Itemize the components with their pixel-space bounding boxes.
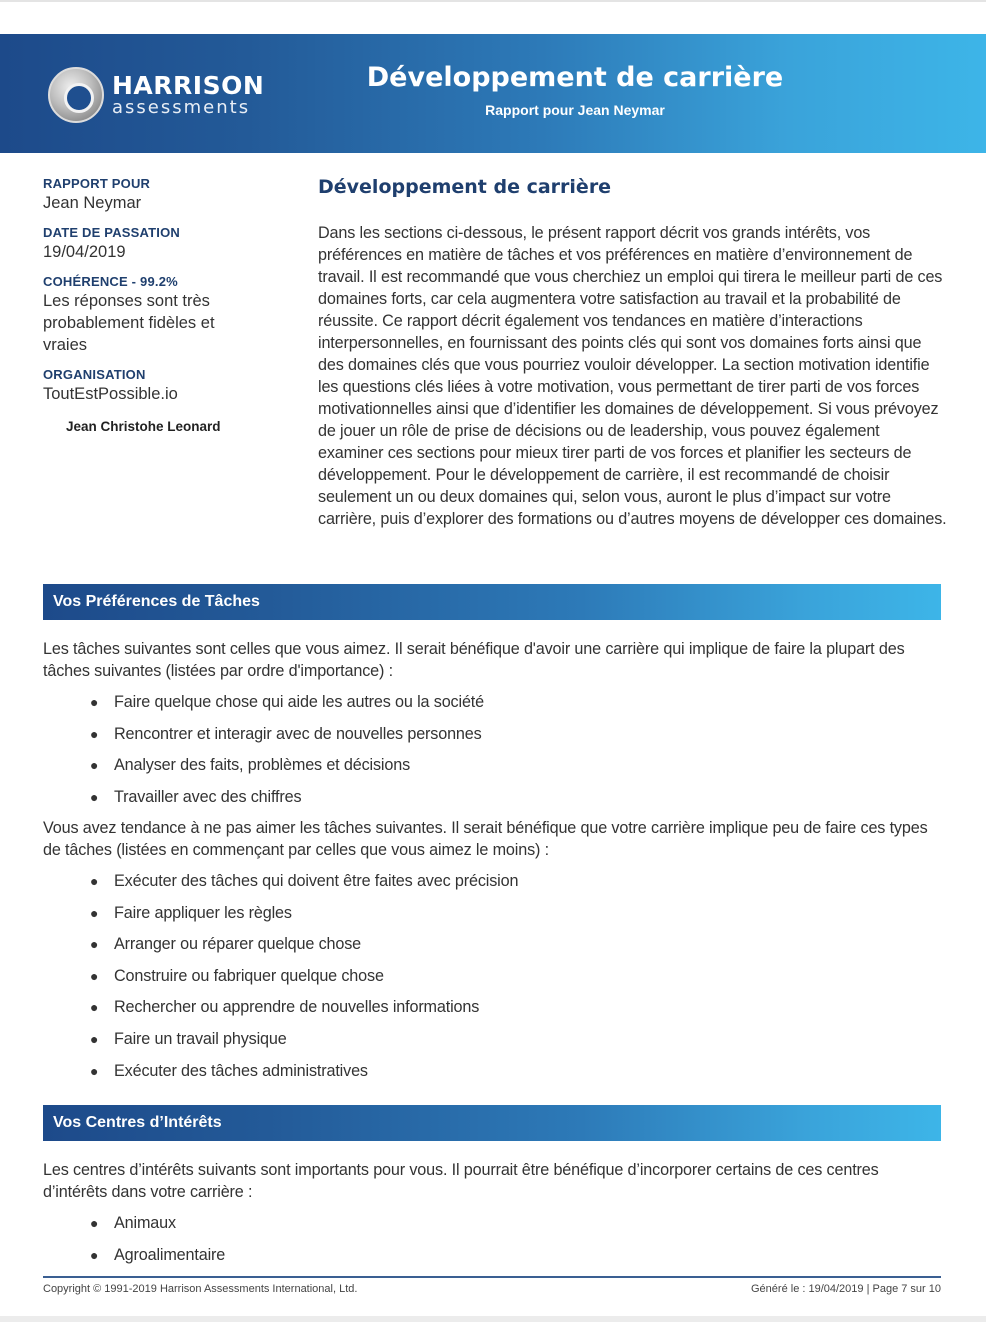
footer-divider	[43, 1276, 941, 1278]
intro-title: Développement de carrière	[318, 176, 612, 198]
logo-name: HARRISON	[112, 71, 265, 100]
bullet-icon: ●	[90, 873, 99, 889]
intro-section	[318, 176, 948, 530]
bullet-icon: ●	[90, 936, 99, 953]
report-subtitle: Rapport pour Jean Neymar	[485, 102, 665, 118]
coherence-block	[43, 274, 283, 356]
interests-heading: Vos Centres d’Intérêts	[43, 1105, 941, 1141]
list-item: ● Exécuter des tâches qui doivent être faites avec précision	[90, 870, 518, 902]
signer-name: Jean Christohe Leonard	[66, 419, 221, 434]
organisation-value: ToutEstPossible.io	[43, 385, 178, 403]
copyright-text: Copyright © 1991-2019 Harrison Assessments International, Ltd.	[43, 1283, 358, 1295]
date-label: DATE DE PASSATION	[43, 225, 181, 240]
list-item: ● Rechercher ou apprendre de nouvelles informations	[90, 996, 518, 1028]
bullet-icon: ●	[90, 788, 99, 805]
date-value: 19/04/2019	[43, 243, 126, 261]
interests-intro: Les centres d’intérêts suivants sont importants pour vous. Il pourrait être bénéfique d’incorporer certains de ces centres d’intérêts dans votre carrière :	[43, 1161, 879, 1201]
bullet-icon: ●	[90, 1215, 99, 1231]
report-title: Développement de carrière	[366, 62, 784, 93]
report-info-sidebar	[43, 176, 283, 434]
bullet-icon: ●	[90, 1030, 99, 1047]
liked-tasks-list	[90, 691, 484, 817]
report-for-label: RAPPORT POUR	[43, 176, 151, 191]
liked-tasks-intro: Les tâches suivantes sont celles que vous aimez. Il serait bénéfique d'avoir une carrière qui implique de faire la plupart des tâches suivantes (listées par ordre d'importance) :	[43, 640, 905, 680]
date-block	[43, 225, 283, 263]
bottom-border	[0, 1316, 986, 1322]
intro-body: Dans les sections ci-dessous, le présent rapport décrit vos grands intérêts, vos préférences en matière de tâches et vos préférences en matière d’environnement de travail. Il est recommandé que vous cherchiez un emploi qui tirera le meilleur parti de ces domaines forts, car cela augmentera votre satisfaction au travail et la probabilité de réussite. Ce rapport décrit également vos tendances en matière d’interactions interpersonnelles, en fournissant des points clés qui sont vos domaines forts ainsi que des domaines clés que vous pourriez vouloir développer. La section motivation identifie les questions clés liées à votre motivation, vous permettant de tirer parti de vos forces motivationnelles ainsi que d’identifier les domaines de développement. Si vous prévoyez de jouer un rôle de prise de décisions ou de leadership, vous pouvez également examiner ces sections pour mieux tirer parti de vos forces et planifier les secteurs de développement. Pour le développement de carrière, il est recommandé de choisir seulement un ou deux domaines qui, selon vous, auront le plus d’impact sur votre carrière, puis d’explorer des formations ou d’autres moyens de développer ces domaines.	[318, 224, 947, 528]
bullet-icon: ●	[90, 1062, 99, 1079]
task-preferences-heading: Vos Préférences de Tâches	[43, 584, 941, 620]
bullet-icon: ●	[90, 1246, 99, 1263]
list-item: ● Faire un travail physique	[90, 1028, 518, 1060]
list-item: ● Exécuter des tâches administratives	[90, 1060, 518, 1092]
coherence-label: COHÉRENCE - 99.2%	[43, 274, 178, 289]
list-item: ● Rencontrer et interagir avec de nouvelles personnes	[90, 723, 484, 755]
logo-disc-icon	[48, 67, 104, 123]
logo-text	[112, 73, 264, 117]
generated-page-info: Généré le : 19/04/2019 | Page 7 sur 10	[751, 1283, 941, 1295]
report-for-block	[43, 176, 283, 214]
report-for-value: Jean Neymar	[43, 194, 142, 212]
bullet-icon: ●	[90, 904, 99, 921]
bullet-icon: ●	[90, 999, 99, 1016]
list-item: ● Arranger ou réparer quelque chose	[90, 933, 518, 965]
list-item: ● Analyser des faits, problèmes et décisions	[90, 754, 484, 786]
top-border	[0, 0, 986, 2]
list-item: ● Construire ou fabriquer quelque chose	[90, 965, 518, 997]
bullet-icon: ●	[90, 694, 99, 710]
coherence-value: Les réponses sont très probablement fidèles et vraies	[43, 292, 215, 354]
list-item: ● Faire appliquer les règles	[90, 902, 518, 934]
organisation-label: ORGANISATION	[43, 367, 146, 382]
bullet-icon: ●	[90, 757, 99, 774]
list-item: ● Faire quelque chose qui aide les autres ou la société	[90, 691, 484, 723]
disliked-tasks-intro: Vous avez tendance à ne pas aimer les tâches suivantes. Il serait bénéfique que votre carrière implique peu de faire ces types de tâches (listées en commençant par celles que vous aimez le moins) :	[43, 819, 928, 859]
organisation-block	[43, 367, 283, 405]
disliked-tasks-list	[90, 870, 518, 1091]
harrison-logo	[48, 67, 264, 123]
list-item: ● Agroalimentaire	[90, 1244, 225, 1276]
report-header	[0, 34, 986, 153]
list-item: ● Animaux	[90, 1212, 225, 1244]
bullet-icon: ●	[90, 967, 99, 984]
interests-list	[90, 1212, 225, 1275]
bullet-icon: ●	[90, 725, 99, 742]
list-item: ● Travailler avec des chiffres	[90, 786, 484, 818]
logo-sub: assessments	[112, 97, 251, 118]
